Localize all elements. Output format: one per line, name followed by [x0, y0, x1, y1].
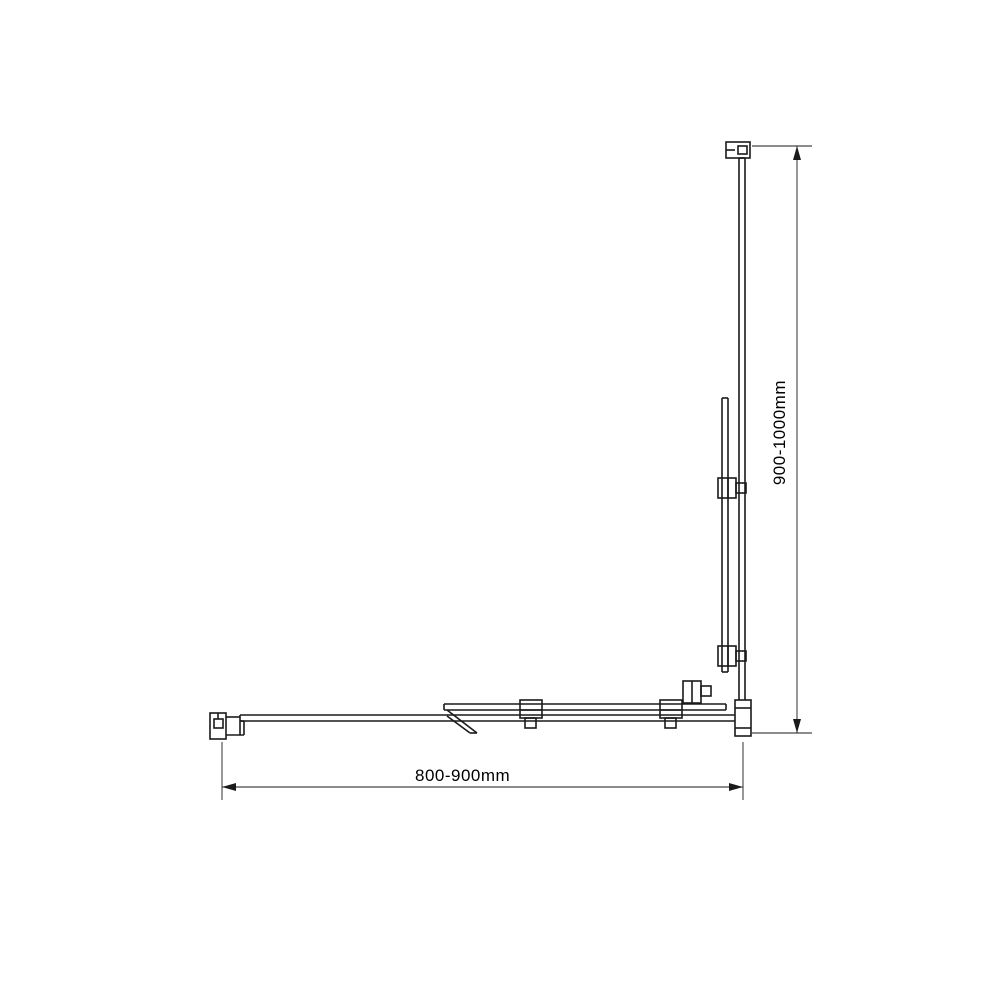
- left-wall-profile: [210, 713, 244, 739]
- arrow-left-icon: [222, 783, 236, 791]
- side-fixed-panel: [739, 158, 745, 700]
- arrow-down-icon: [793, 719, 801, 733]
- side-door-panel: [722, 398, 728, 672]
- right-wall-profile: [726, 142, 750, 158]
- corner-post: [683, 681, 751, 736]
- arrow-up-icon: [793, 146, 801, 160]
- width-dimension-label: 800-900mm: [415, 766, 511, 785]
- depth-dimension-label: 900-1000mm: [770, 380, 789, 486]
- front-door-panel: [444, 704, 726, 710]
- arrow-right-icon: [729, 783, 743, 791]
